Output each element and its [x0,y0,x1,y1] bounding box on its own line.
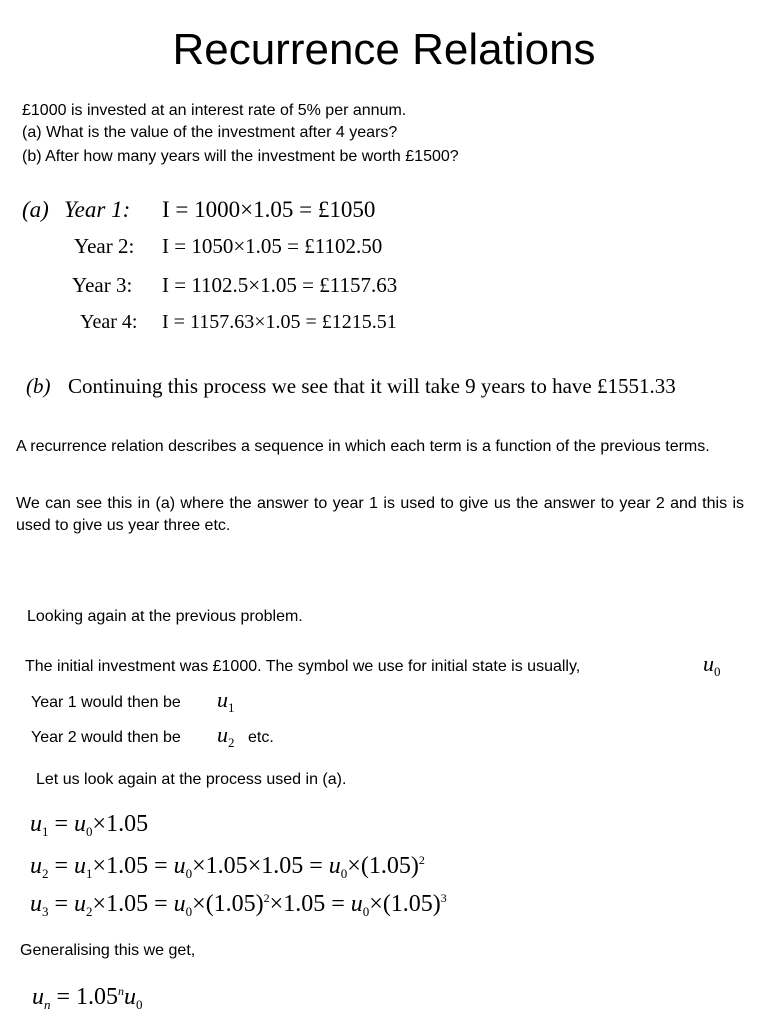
year-2-label: Year 2: [74,234,135,258]
initial-investment-text: The initial investment was £1000. The symbol we use for initial state is usually, [25,658,581,675]
year-3-expression: I = 1102.5×1.05 = £1157.63 [162,273,398,297]
symbol-u1: $u_1$ [217,687,235,715]
page-title: Recurrence Relations [172,25,596,74]
question-line-1: £1000 is invested at an interest rate of 5% per annum. [22,102,407,119]
year-4-expression: I = 1157.63×1.05 = £1215.51 [162,311,397,333]
year-1-label: Year 1: [64,197,131,222]
definition-paragraph-1: A recurrence relation describes a sequence in which each term is a function of the previous terms. [16,438,710,455]
etc-text: etc. [248,729,274,746]
year-4-label: Year 4: [80,311,138,333]
part-b-text: Continuing this process we see that it will take 9 years to have £1551.33 [68,374,676,398]
year-3-label: Year 3: [72,273,133,297]
equation-u3: $u_3 = u_2\times 1.05 = u_0\times(1.05)^2\times 1.05 = u_0\times(1.05)^3$ [30,891,447,919]
year-2-text: Year 2 would then be [31,729,181,746]
general-equation: $u_n = 1.05^nu_0$ [32,984,143,1012]
question-line-2: (a) What is the value of the investment after 4 years? [22,124,398,141]
year-1-expression: I = 1000×1.05 = £1050 [162,197,376,222]
year-1-text: Year 1 would then be [31,694,181,711]
definition-paragraph-2: We can see this in (a) where the answer to year 1 is used to give us the answer to year 2 and this is used to give us year three etc. [16,495,744,534]
symbol-u2: $u_2$ [217,722,235,750]
question-line-3: (b) After how many years will the investment be worth £1500? [22,148,459,165]
process-text: Let us look again at the process used in (a). [36,771,347,788]
looking-again-text: Looking again at the previous problem. [27,608,303,625]
year-2-expression: I = 1050×1.05 = £1102.50 [162,234,383,258]
part-a-marker: (a) [22,197,49,222]
equation-u1: $u_1 = u_0\times 1.05$ [30,811,149,839]
symbol-u0: $u_0$ [703,651,721,679]
part-b-marker: (b) [26,374,51,398]
generalising-text: Generalising this we get, [20,942,196,959]
equation-u2: $u_2 = u_1\times 1.05 = u_0\times 1.05\times 1.05 = u_0\times(1.05)^2$ [30,853,425,881]
